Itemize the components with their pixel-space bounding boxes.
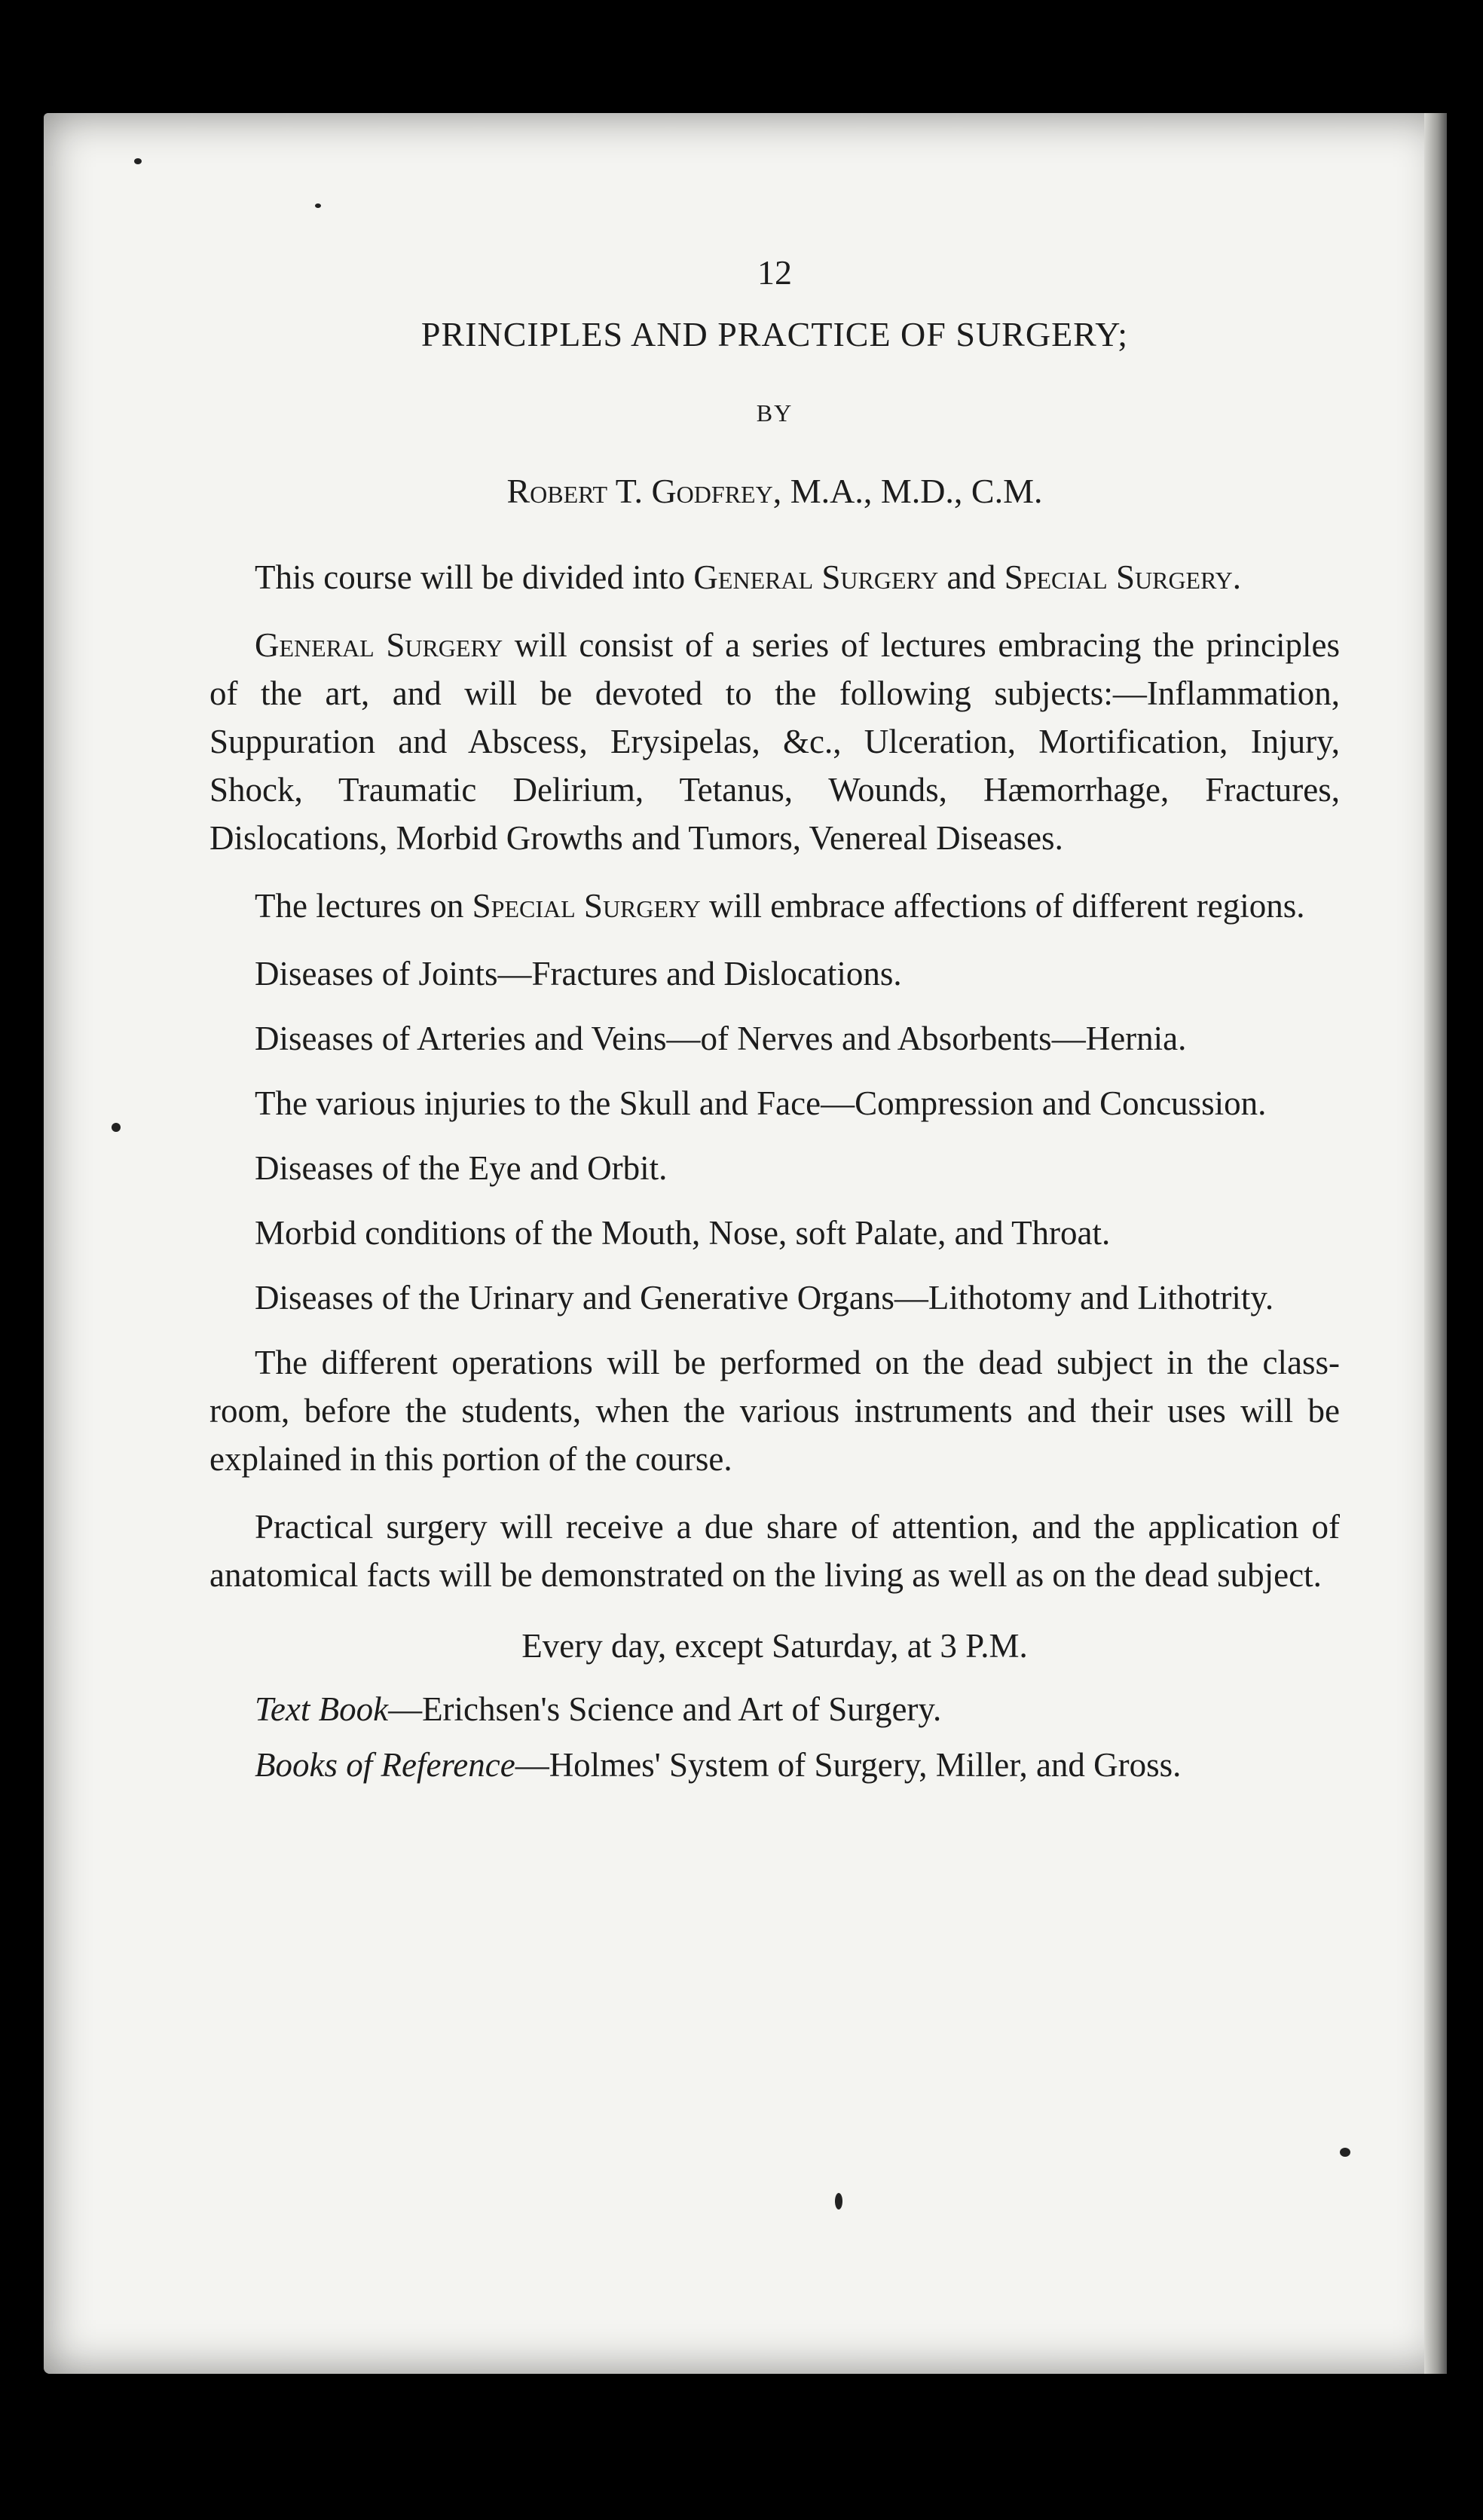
reference-books-line: Books of Reference—Holmes' System of Surgery, Miller, and Gross. [255,1746,1182,1784]
author-name: Robert T. Godfrey, M.A., M.D., C.M. [506,472,1043,510]
topic-item: Diseases of the Urinary and Generative Organs—Lithotomy and Lithotrity. [255,1279,1274,1317]
topic-item: Diseases of Arteries and Veins—of Nerves and Absorbents—Hernia. [255,1020,1187,1057]
byline-label: BY [756,399,793,427]
term-general-surgery: General Surgery [255,626,503,664]
ink-speck [315,203,321,208]
reference-books-label: Books of Reference [255,1746,515,1784]
document-page [44,113,1447,2374]
term-special-surgery: Special Surgery [472,887,701,925]
topic-item: Morbid conditions of the Mouth, Nose, soft Palate, and Throat. [255,1214,1111,1252]
text-book-line: Text Book—Erichsen's Science and Art of Surgery. [255,1690,942,1728]
topic-item: Diseases of the Eye and Orbit. [255,1149,668,1187]
page-title: PRINCIPLES AND PRACTICE OF SURGERY; [420,315,1129,353]
page-text [209,249,1340,1797]
topic-item: The various injuries to the Skull and Face—Compression and Concussion. [255,1084,1267,1122]
operations-paragraph: The different operations will be performed on the dead subject in the class-room, before the students, when the various instruments and their uses will be explained in this portion of the course. [209,1344,1340,1478]
general-surgery-paragraph: General Surgery will consist of a series of lectures embracing the principles of the art, and will be devoted to the following subjects:—Inflammation, Suppuration and Abscess, Erysipelas, &c., Ulceration, Mortification, Injury, Shock, Traumatic Delirium, Tetanus, Wounds, Hæmorrhage, Fractures, Dislocations, Morbid Growths and Tumors, Venereal Diseases. [209,626,1341,857]
topic-item: Diseases of Joints—Fractures and Dislocations. [255,955,902,992]
ink-speck [1340,2148,1350,2157]
text-book-label: Text Book [255,1690,389,1728]
page-edge [1424,113,1447,2374]
special-surgery-paragraph: The lectures on Special Surgery will embrace affections of different regions. [255,887,1305,925]
term-special-surgery: Special Surgery [1004,558,1233,596]
ink-speck [112,1123,121,1132]
intro-paragraph: This course will be divided into General Surgery and Special Surgery. [255,558,1242,596]
term-general-surgery: General Surgery [693,558,939,596]
page-number: 12 [757,253,792,292]
ink-speck [835,2193,842,2210]
ink-speck [134,158,142,164]
practical-paragraph: Practical surgery will receive a due share of attention, and the application of anatomical facts will be demonstrated on the living as well as on the dead subject. [209,1508,1340,1594]
schedule-line: Every day, except Saturday, at 3 P.M. [521,1627,1028,1665]
